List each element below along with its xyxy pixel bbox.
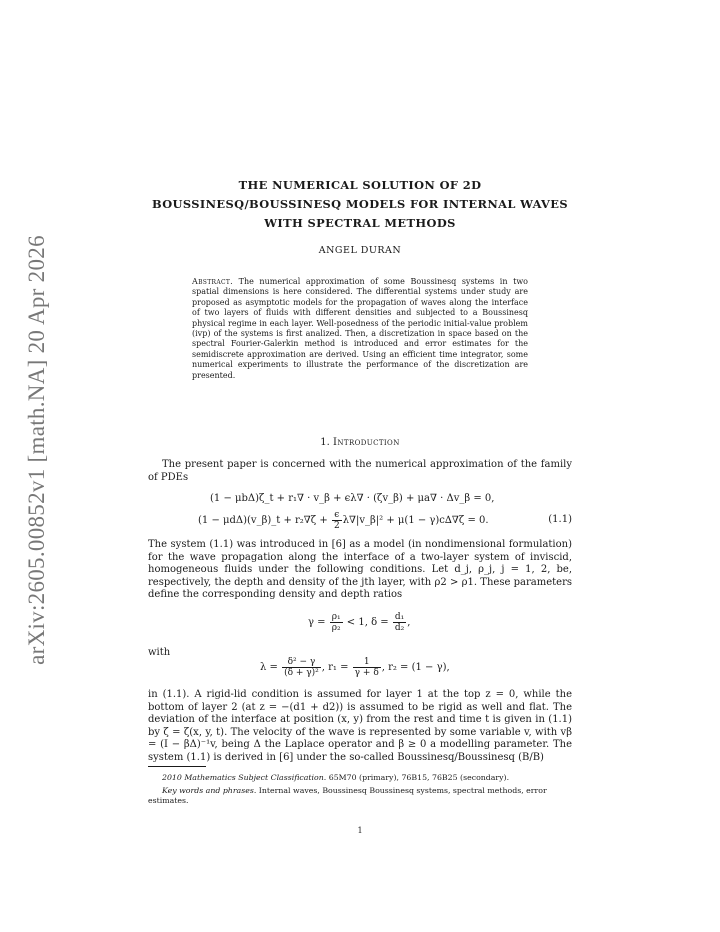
frac-den: d₂	[394, 623, 405, 633]
footnote-keywords-label: Key words and phrases.	[162, 786, 257, 795]
section-number: 1.	[320, 437, 330, 448]
author-name: ANGEL DURAN	[318, 245, 402, 256]
abstract	[192, 277, 528, 381]
footnote-rule	[148, 766, 206, 767]
arxiv-stamp	[12, 235, 62, 665]
eq-part: , r₂ = (1 − γ),	[381, 662, 450, 673]
eq-part: , r₁ =	[321, 662, 352, 673]
footnote-msc-text: 65M70 (primary), 76B15, 76B25 (secondary).	[328, 773, 510, 782]
frac-den: 2	[333, 521, 340, 531]
page-number: 1	[357, 826, 363, 835]
paragraph-rigid-lid: in (1.1). A rigid-lid condition is assumed for layer 1 at the top z = 0, while the bottom of layer 2 (at z = −(d1 + d2)) is assumed to be rigid as well and flat. The deviation of the interface at position (x, y) from the rest and time t is given in (1.1) by ζ = ζ(x, y, t). The velocity of the wave is represented by some variable v, with vβ = (I − βΔ)⁻¹v, being Δ the Laplace operator and β ≥ 0 a modelling parameter. The system (1.1) is derived in [6] under the so-called Boussinesq/Boussinesq (B/B)	[148, 689, 572, 763]
footnote-keywords	[148, 786, 572, 806]
paragraph-intro: The present paper is concerned with the numerical approximation of the family of PDEs	[148, 459, 572, 483]
frac-num: d₁	[394, 612, 405, 622]
footnote-msc	[148, 773, 572, 783]
equation-ratios	[308, 612, 410, 633]
title-line: THE NUMERICAL SOLUTION OF 2D	[238, 178, 482, 192]
eq-fraction-r1	[353, 657, 381, 678]
eq-part: λ∇|v_β|² + μ(1 − γ)c∆∇ζ = 0.	[342, 515, 489, 526]
title-line: BOUSSINESQ/BOUSSINESQ MODELS FOR INTERNAL WAVES	[152, 197, 568, 211]
abstract-text: The numerical approximation of some Boussinesq systems in two spatial dimensions is here considered. The differential systems under study are proposed as asymptotic models for the propagation of waves along the interface of two layers of fluids with different densities and subjected to a Boussinesq physical regime in each layer. Well-posedness of the periodic initial-value problem (ivp) of the systems is first analized. Then, a discretization in space based on the spectral Fourier-Galerkin method is introduced and error estimates for the semidiscrete approximation are derived. Using an efficient time integrator, some numerical experiments to illustrate the performance of the discretization are presented.	[192, 277, 528, 380]
eq-part: γ =	[308, 617, 329, 628]
frac-den: ρ₂	[331, 623, 341, 633]
equation-1-1-line1: (1 − μbΔ)ζ_t + r₁∇ · v_β + ϵλ∇ · (ζv_β) + μa∇ · Δv_β = 0,	[210, 493, 495, 504]
equation-number: (1.1)	[548, 514, 572, 525]
eq-fraction-lambda	[282, 657, 321, 678]
frac-num: ϵ	[332, 510, 342, 521]
eq-part: ,	[407, 617, 411, 628]
title-line: WITH SPECTRAL METHODS	[264, 216, 456, 230]
eq-fraction	[332, 510, 342, 531]
equation-1-1-line2	[198, 510, 489, 531]
equation-lambda	[260, 657, 450, 678]
footnote-keywords-text: Internal waves, Boussinesq Boussinesq systems, spectral methods, error estimates.	[148, 786, 547, 805]
frac-num: ρ₁	[331, 612, 341, 622]
eq-part: (1 − μdΔ)(v_β)_t + r₂∇ζ +	[198, 515, 331, 526]
section-title: Introduction	[333, 437, 400, 448]
paper-title	[148, 176, 572, 233]
frac-den: (δ + γ)²	[284, 668, 319, 678]
eq-part: < 1, δ =	[343, 617, 392, 628]
eq-fraction-delta	[393, 612, 406, 633]
frac-num: δ² − γ	[282, 657, 321, 668]
eq-part: λ =	[260, 662, 282, 673]
frac-num: 1	[353, 657, 381, 668]
abstract-label: Abstract.	[192, 277, 233, 286]
arxiv-stamp-text: arXiv:2605.00852v1 [math.NA] 20 Apr 2026	[24, 235, 49, 665]
eq-fraction-gamma	[330, 612, 343, 633]
word-with: with	[148, 647, 171, 658]
paragraph-system: The system (1.1) was introduced in [6] as a model (in nondimensional formulation) for the wave propagation along the interface of a two-layer system of inviscid, homogeneous fluids under the following conditions. Let d_j, ρ_j, j = 1, 2, be, respectively, the depth and density of the jth layer, with ρ2 > ρ1. These parameters define the corresponding density and depth ratios	[148, 539, 572, 601]
section-heading	[148, 437, 572, 448]
frac-den: γ + δ	[354, 668, 379, 678]
footnote-msc-label: 2010 Mathematics Subject Classification.	[162, 773, 327, 782]
